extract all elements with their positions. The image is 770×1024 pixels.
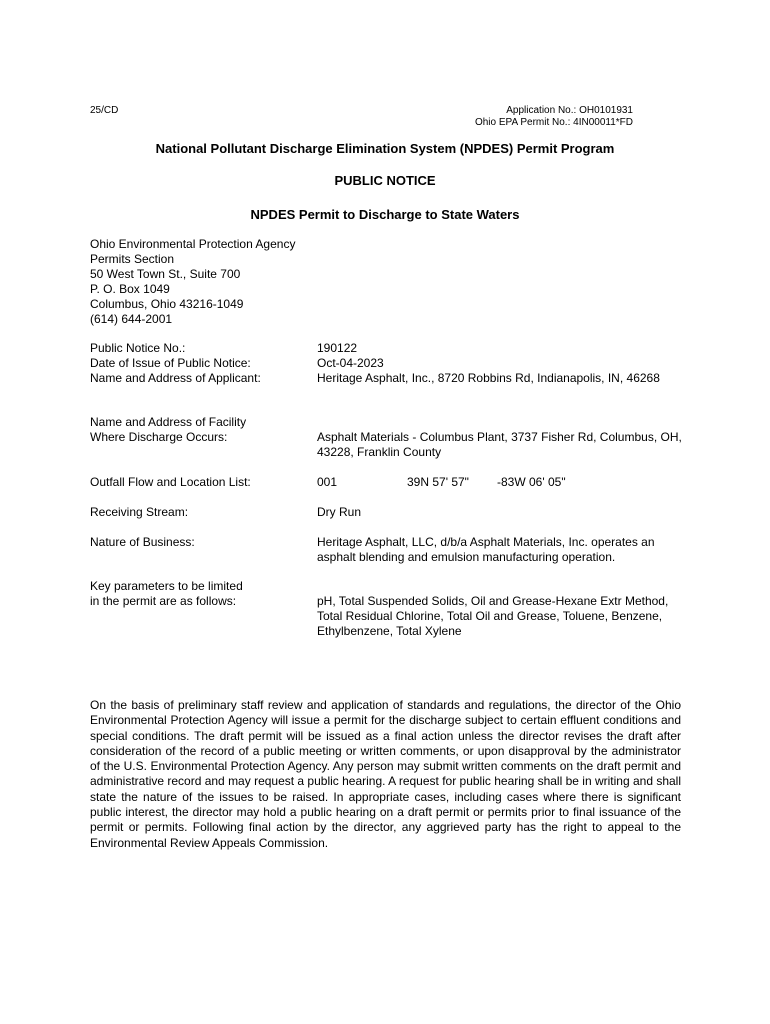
business-label: Nature of Business: — [90, 535, 195, 549]
facility-label-line-2: Where Discharge Occurs: — [90, 430, 228, 444]
outfall-label: Outfall Flow and Location List: — [90, 475, 251, 489]
outfall-number: 001 — [317, 475, 338, 489]
public-notice-no-label: Public Notice No.: — [90, 341, 186, 355]
applicant-label: Name and Address of Applicant: — [90, 371, 261, 385]
facility-label — [90, 415, 310, 445]
public-notice-title: PUBLIC NOTICE — [334, 173, 436, 188]
agency-line: P. O. Box 1049 — [90, 282, 170, 296]
agency-address — [90, 237, 295, 327]
parameters-label-line-2: in the permit are as follows: — [90, 594, 237, 608]
parameters-value: pH, Total Suspended Solids, Oil and Grease-Hexane Extr Method, Total Residual Chlorine, Total Oil and Grease, Toluene, Benzene, Ethylbenzene, Total Xylene — [317, 594, 669, 638]
date-of-issue-label: Date of Issue of Public Notice: — [90, 356, 251, 370]
facility-label-line-1: Name and Address of Facility — [90, 415, 247, 429]
notice-labels — [90, 341, 310, 386]
program-title: National Pollutant Discharge Elimination System (NPDES) Permit Program — [155, 141, 615, 156]
outfall-longitude: -83W 06' 05" — [497, 475, 566, 489]
business-value: Heritage Asphalt, LLC, d/b/a Asphalt Materials, Inc. operates an asphalt blending and emulsion manufacturing operation. — [317, 535, 655, 564]
notice-body-paragraph: On the basis of preliminary staff review and application of standards and regulations, the director of the Ohio Environmental Protection Agency will issue a permit for the discharge subject to certain effluent conditions and special conditions. The draft permit will be issued as a final action unless the director revises the draft after consideration of the record of a public meeting or written comments, or upon disapproval by the administrator of the U.S. Environmental Protection Agency. Any person may submit written comments on the draft permit and administrative record and may request a public hearing. A request for public hearing shall be in writing and shall state the nature of the issues to be raised. In appropriate cases, including cases where there is significant public interest, the director may hold a public hearing on a draft permit or permits prior to final issuance of the permit or permits. Following final action by the director, any aggrieved party has the right to appeal to the Environmental Review Appeals Commission. — [90, 698, 681, 850]
application-number: Application No.: OH0101931 — [506, 105, 633, 116]
agency-line: 50 West Town St., Suite 700 — [90, 267, 241, 281]
parameters-label — [90, 579, 310, 609]
permit-identifiers — [475, 105, 633, 129]
ohio-epa-permit-number: Ohio EPA Permit No.: 4IN00011*FD — [474, 117, 633, 128]
date-of-issue: Oct-04-2023 — [317, 356, 384, 370]
agency-line: Permits Section — [90, 252, 175, 266]
agency-line: Ohio Environmental Protection Agency — [90, 237, 296, 251]
applicant-value: Heritage Asphalt, Inc., 8720 Robbins Rd, Indianapolis, IN, 46268 — [317, 371, 660, 385]
outfall-latitude: 39N 57' 57" — [407, 475, 469, 489]
facility-value: Asphalt Materials - Columbus Plant, 3737 Fisher Rd, Columbus, OH, 43228, Franklin County — [317, 430, 682, 459]
document-code: 25/CD — [90, 105, 119, 116]
stream-value: Dry Run — [317, 505, 362, 519]
stream-label: Receiving Stream: — [90, 505, 189, 519]
agency-line: (614) 644-2001 — [90, 312, 173, 326]
agency-line: Columbus, Ohio 43216-1049 — [90, 297, 244, 311]
notice-values — [317, 341, 697, 386]
parameters-label-line-1: Key parameters to be limited — [90, 579, 243, 593]
public-notice-no: 190122 — [317, 341, 358, 355]
permit-title: NPDES Permit to Discharge to State Waters — [250, 207, 520, 222]
